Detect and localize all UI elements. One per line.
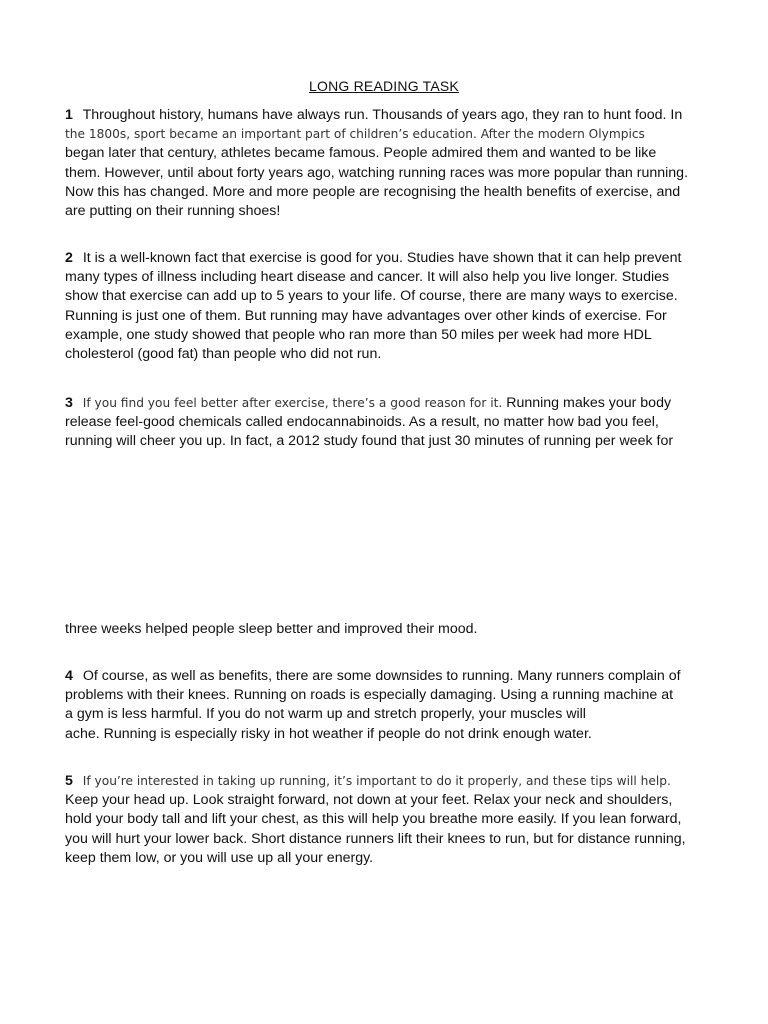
paragraph-line — [65, 394, 710, 413]
paragraph-line: three weeks helped people sleep better and improved their mood. — [65, 621, 478, 637]
paragraph-line: you will hurt your lower back. Short distance runners lift their knees to run, but for distance running, — [65, 830, 686, 847]
paragraph-line: problems with their knees. Running on roads is especially damaging. Using a running machine at — [65, 687, 674, 704]
paragraph-line-text: Throughout history, humans have always run. Thousands of years ago, they ran to hunt food. In — [78, 107, 683, 123]
paragraph-line: cholesterol (good fat) than people who did not run. — [65, 346, 382, 363]
paragraph-line: hold your body tall and lift your chest, as this will help you breathe more easily. If you lean forward, — [65, 811, 682, 828]
paragraph-line: Now this has changed. More and more people are recognising the health benefits of exercise, and — [65, 183, 681, 200]
paragraph-line — [65, 667, 710, 686]
paragraph-number: 1 — [65, 107, 73, 123]
paragraph-line: are putting on their running shoes! — [65, 203, 281, 220]
paragraph-number: 2 — [65, 250, 73, 266]
paragraph-number: 3 — [65, 395, 73, 411]
paragraph-line: a gym is less harmful. If you do not warm up and stretch properly, your muscles will — [65, 706, 586, 723]
paragraph-line-text: Running makes your body — [502, 395, 672, 411]
paragraph-line: ache. Running is especially risky in hot weather if people do not drink enough water. — [65, 725, 592, 742]
paragraph-line: keep them low, or you will use up all your energy. — [65, 849, 374, 866]
paragraph-line — [65, 106, 710, 125]
paragraph-line — [65, 249, 710, 268]
paragraph-line: example, one study showed that people who ran more than 50 miles per week had more HDL — [65, 326, 652, 343]
paragraph-3-continuation — [65, 620, 710, 639]
paragraph-5 — [65, 772, 710, 868]
paragraph-line: Keep your head up. Look straight forward, not down at your feet. Relax your neck and shoulders, — [65, 792, 673, 809]
paragraph-line: Running is just one of them. But running may have advantages over other kinds of exercise. For — [65, 307, 667, 324]
paragraph-4 — [65, 667, 710, 744]
page-title: LONG READING TASK — [309, 78, 459, 94]
paragraph-line: began later that century, athletes became famous. People admired them and wanted to be like — [65, 145, 657, 162]
paragraph-number: 5 — [65, 773, 73, 789]
paragraph-line-text: If you’re interested in taking up running, it’s important to do it properly, and these tips will help. — [78, 774, 671, 788]
paragraph-line: release feel-good chemicals called endocannabinoids. As a result, no matter how bad you feel, — [65, 414, 659, 431]
paragraph-1 — [65, 106, 710, 221]
paragraph-number: 4 — [65, 668, 73, 684]
paragraph-line — [65, 772, 710, 791]
paragraph-line: them. However, until about forty years ago, watching running races was more popular than running. — [65, 164, 689, 181]
paragraph-line: many types of illness including heart disease and cancer. It will also help you live longer. Studies — [65, 269, 670, 286]
paragraph-line-text: If you find you feel better after exercise, there’s a good reason for it. — [78, 396, 503, 410]
paragraph-line: the 1800s, sport became an important part of children’s education. After the modern Olympics — [65, 127, 645, 142]
paragraph-line: running will cheer you up. In fact, a 2012 study found that just 30 minutes of running per week for — [65, 433, 674, 450]
paragraph-2 — [65, 249, 710, 364]
paragraph-line-text: It is a well-known fact that exercise is good for you. Studies have shown that it can help prevent — [78, 250, 682, 266]
paragraph-line-text: Of course, as well as benefits, there are some downsides to running. Many runners complain of — [78, 668, 681, 684]
paragraph-3 — [65, 394, 710, 452]
paragraph-line: show that exercise can add up to 5 years to your life. Of course, there are many ways to exercise. — [65, 288, 678, 305]
